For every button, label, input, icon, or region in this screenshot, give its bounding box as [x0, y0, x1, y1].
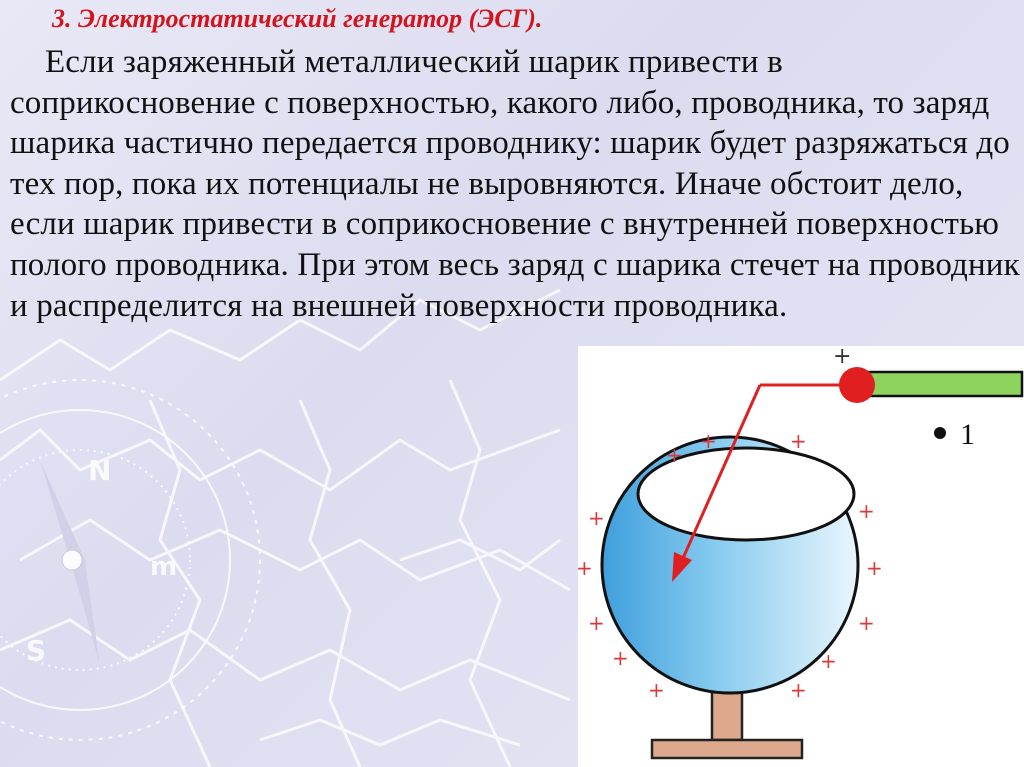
- point-1-dot: [934, 427, 946, 439]
- charged-ball: [839, 367, 875, 403]
- surface-charge-plus: +: [790, 678, 807, 702]
- compass-letter-n: N: [88, 454, 112, 487]
- surface-charge-plus: +: [576, 556, 593, 580]
- slide-paragraph: Если заряженный металлический шарик привести в соприкосновение с поверхностью, какого либо, проводника, то заряд шарика частично передается проводнику: шарик будет разряжаться до тех пор, пока их потенциалы не выровняются. Иначе обстоит дело, если шарик привести в соприкосновение с внутренней поверхностью полого проводника. При этом весь заряд с шарика стечет на проводник и распределится на внешней поверхности проводника.: [10, 44, 1020, 324]
- surface-charge-plus: +: [866, 556, 883, 580]
- stand-post: [712, 688, 742, 740]
- surface-charge-plus: +: [666, 443, 683, 467]
- compass-letter-m: m: [150, 552, 178, 582]
- surface-charge-plus: +: [858, 611, 875, 635]
- surface-charge-plus: +: [588, 611, 605, 635]
- surface-charge-plus: +: [820, 649, 837, 673]
- surface-charge-plus: +: [700, 429, 717, 453]
- surface-charge-plus: +: [648, 678, 665, 702]
- surface-charge-plus: +: [790, 429, 807, 453]
- surface-charge-plus: +: [858, 499, 875, 523]
- surface-charge-plus: +: [588, 506, 605, 530]
- surface-charge-plus: +: [612, 646, 629, 670]
- electrostatic-generator-diagram: [578, 346, 1024, 767]
- point-1-label: 1: [960, 418, 975, 451]
- ball-charge-sign: +: [833, 344, 852, 369]
- insulating-rod: [858, 372, 1022, 396]
- compass-letter-s: S: [26, 634, 47, 667]
- stand-base: [652, 740, 802, 758]
- slide-heading: 3. Электростатический генератор (ЭСГ).: [52, 4, 543, 33]
